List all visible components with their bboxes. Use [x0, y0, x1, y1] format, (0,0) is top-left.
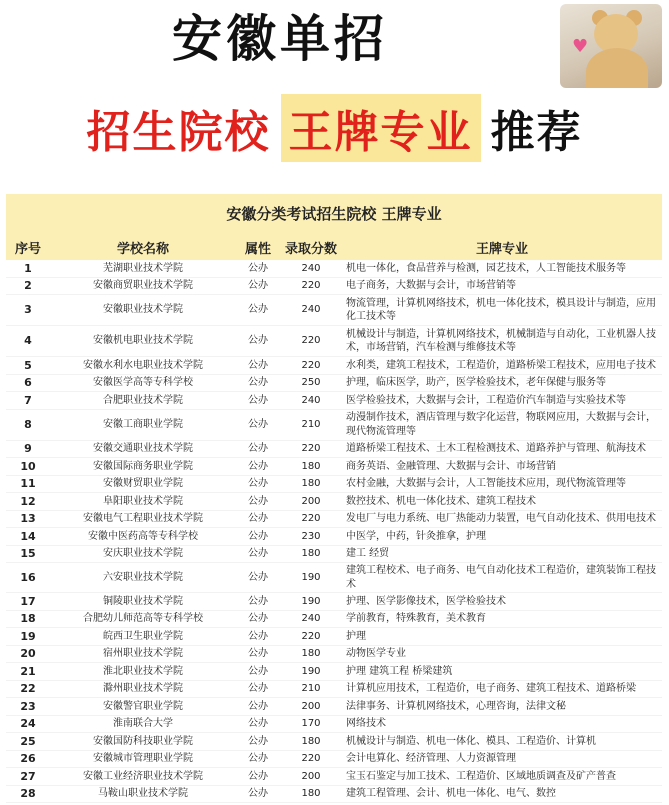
row-school-name: 淮南联合大学: [50, 715, 236, 733]
subtitle-part-recommend: 推荐: [490, 107, 583, 158]
row-school-name: 滁州职业技术学院: [50, 680, 236, 698]
subtitle-part-schools: 招生院校: [86, 107, 271, 158]
table-row: [6, 528, 662, 546]
row-score: 230: [280, 528, 342, 546]
row-index: 22: [6, 680, 50, 698]
row-type: 公办: [236, 785, 280, 803]
row-type: 公办: [236, 733, 280, 751]
table-row: [6, 593, 662, 611]
row-majors: 建工 经贸: [342, 545, 662, 563]
row-score: 220: [280, 510, 342, 528]
row-type: 公办: [236, 545, 280, 563]
table-row: [6, 663, 662, 681]
row-score: 180: [280, 785, 342, 803]
row-school-name: 合肥幼儿师范高等专科学校: [50, 610, 236, 628]
row-index: 15: [6, 545, 50, 563]
table-row: [6, 563, 662, 593]
row-score: 200: [280, 768, 342, 786]
table-row: [6, 680, 662, 698]
row-school-name: 安徽水利水电职业技术学院: [50, 357, 236, 375]
row-score: 220: [280, 277, 342, 295]
row-type: 公办: [236, 563, 280, 593]
main-title: 安徽单招: [172, 10, 388, 68]
row-index: 25: [6, 733, 50, 751]
row-majors: 商务英语、金融管理、大数据与会计、市场营销: [342, 458, 662, 476]
row-school-name: 宿州职业技术学院: [50, 645, 236, 663]
row-school-name: 安徽职业技术学院: [50, 295, 236, 326]
row-majors: 机电一体化，食品营养与检测，园艺技术，人工智能技术服务等: [342, 260, 662, 277]
row-index: 10: [6, 458, 50, 476]
row-score: 170: [280, 715, 342, 733]
row-score: 200: [280, 698, 342, 716]
row-school-name: 安徽国防科技职业学院: [50, 733, 236, 751]
table-row: [6, 768, 662, 786]
row-majors: 护理 建筑工程 桥梁建筑: [342, 663, 662, 681]
row-score: 220: [280, 628, 342, 646]
row-school-name: 安徽电气工程职业技术学院: [50, 510, 236, 528]
row-type: 公办: [236, 475, 280, 493]
table-row: [6, 357, 662, 375]
row-index: 14: [6, 528, 50, 546]
row-score: 180: [280, 458, 342, 476]
row-school-name: 马鞍山职业技术学院: [50, 785, 236, 803]
row-type: 公办: [236, 698, 280, 716]
row-index: 6: [6, 374, 50, 392]
table-row: [6, 374, 662, 392]
row-score: 220: [280, 326, 342, 357]
col-header-majors: 王牌专业: [475, 241, 528, 257]
row-type: 公办: [236, 493, 280, 511]
row-type: 公办: [236, 510, 280, 528]
row-type: 公办: [236, 628, 280, 646]
row-majors: 机械设计与制造、机电一体化、模具、工程造价、计算机: [342, 733, 662, 751]
row-score: 220: [280, 357, 342, 375]
row-majors: 建筑工程校术、电子商务、电气自动化技术工程造价，建筑装饰工程技术: [342, 563, 662, 593]
row-school-name: 芜湖职业技术学院: [50, 260, 236, 277]
row-school-name: 安徽财贸职业学院: [50, 475, 236, 493]
row-majors: 医学检验技术，大数据与会计，工程造价汽车制造与实验技术等: [342, 392, 662, 410]
table-row: [6, 493, 662, 511]
row-school-name: 安徽工业经济职业技术学院: [50, 768, 236, 786]
row-index: 8: [6, 409, 50, 440]
table-row: [6, 698, 662, 716]
row-majors: 中医学，中药，针灸推拿，护理: [342, 528, 662, 546]
row-school-name: 安徽工商职业学院: [50, 409, 236, 440]
row-score: 200: [280, 493, 342, 511]
row-score: 180: [280, 475, 342, 493]
table-row: [6, 545, 662, 563]
col-header-type: 属性: [244, 241, 271, 257]
row-school-name: 安徽医学高等专科学校: [50, 374, 236, 392]
row-index: 18: [6, 610, 50, 628]
row-score: 190: [280, 593, 342, 611]
row-majors: 机械设计与制造，计算机网络技术，机械制造与自动化，工业机器人技术，市场营销，汽车检测与维修技术等: [342, 326, 662, 357]
row-majors: 数控技术、机电一体化技术、建筑工程技术: [342, 493, 662, 511]
row-majors: 电子商务，大数据与会计，市场营销等: [342, 277, 662, 295]
row-school-name: 安徽交通职业技术学院: [50, 440, 236, 458]
table-caption: 安徽分类考试招生院校 王牌专业: [6, 194, 662, 234]
row-majors: 物流管理，计算机网络技术，机电一体化技术，模具设计与制造，应用化工技术等: [342, 295, 662, 326]
row-school-name: 六安职业技术学院: [50, 563, 236, 593]
table-body: [6, 260, 662, 803]
row-type: 公办: [236, 260, 280, 277]
row-index: 20: [6, 645, 50, 663]
row-score: 190: [280, 563, 342, 593]
table-row: [6, 785, 662, 803]
row-majors: 护理: [342, 628, 662, 646]
table-row: [6, 610, 662, 628]
row-type: 公办: [236, 663, 280, 681]
table-row: [6, 277, 662, 295]
row-score: 250: [280, 374, 342, 392]
row-score: 180: [280, 545, 342, 563]
table-row: [6, 645, 662, 663]
row-school-name: 安徽城市管理职业学院: [50, 750, 236, 768]
subtitle-part-majors: 王牌专业: [281, 94, 481, 162]
row-type: 公办: [236, 357, 280, 375]
schools-table: [6, 234, 662, 803]
row-type: 公办: [236, 277, 280, 295]
row-school-name: 安徽机电职业技术学院: [50, 326, 236, 357]
row-majors: 动物医学专业: [342, 645, 662, 663]
table-row: [6, 440, 662, 458]
row-school-name: 安徽商贸职业技术学院: [50, 277, 236, 295]
row-school-name: 安徽警官职业学院: [50, 698, 236, 716]
table-row: [6, 260, 662, 277]
col-header-school: 学校名称: [116, 241, 169, 257]
row-majors: 学前教育，特殊教育，美术教育: [342, 610, 662, 628]
heart-icon: ♥: [572, 36, 589, 57]
row-index: 21: [6, 663, 50, 681]
row-majors: 网络技术: [342, 715, 662, 733]
row-score: 240: [280, 260, 342, 277]
row-type: 公办: [236, 768, 280, 786]
row-index: 3: [6, 295, 50, 326]
row-school-name: 安庆职业技术学院: [50, 545, 236, 563]
row-type: 公办: [236, 409, 280, 440]
row-score: 180: [280, 733, 342, 751]
table-row: [6, 295, 662, 326]
row-type: 公办: [236, 610, 280, 628]
row-score: 240: [280, 392, 342, 410]
row-school-name: 安徽国际商务职业学院: [50, 458, 236, 476]
table-row: [6, 715, 662, 733]
row-score: 190: [280, 663, 342, 681]
row-majors: 道路桥梁工程技术、土木工程检测技术、道路养护与管理、航海技术: [342, 440, 662, 458]
row-majors: 宝玉石鉴定与加工技术、工程造价、区域地质调查及矿产普查: [342, 768, 662, 786]
col-header-score: 录取分数: [284, 241, 337, 257]
table-row: [6, 733, 662, 751]
row-index: 11: [6, 475, 50, 493]
table-row: [6, 475, 662, 493]
row-score: 180: [280, 645, 342, 663]
row-index: 16: [6, 563, 50, 593]
row-type: 公办: [236, 440, 280, 458]
row-score: 210: [280, 680, 342, 698]
table-header-row: [6, 234, 662, 260]
row-school-name: 皖西卫生职业学院: [50, 628, 236, 646]
row-school-name: 铜陵职业技术学院: [50, 593, 236, 611]
row-majors: 水利类，建筑工程技术，工程造价，道路桥梁工程技术，应用电子技术: [342, 357, 662, 375]
row-type: 公办: [236, 645, 280, 663]
row-majors: 护理，临床医学，助产，医学检验技术，老年保健与服务等: [342, 374, 662, 392]
subtitle: [0, 96, 669, 160]
row-majors: 发电厂与电力系统、电厂热能动力装置，电气自动化技术、供用电技术: [342, 510, 662, 528]
row-index: 4: [6, 326, 50, 357]
row-index: 23: [6, 698, 50, 716]
table-row: [6, 392, 662, 410]
table-row: [6, 458, 662, 476]
table-row: [6, 510, 662, 528]
row-index: 2: [6, 277, 50, 295]
row-score: 220: [280, 440, 342, 458]
col-header-index: 序号: [14, 241, 41, 257]
poster-header: [0, 0, 669, 190]
row-majors: 护理、医学影像技术，医学检验技术: [342, 593, 662, 611]
row-type: 公办: [236, 528, 280, 546]
table-row: [6, 628, 662, 646]
row-index: 1: [6, 260, 50, 277]
row-majors: 农村金融，大数据与会计，人工智能技术应用，现代物流管理等: [342, 475, 662, 493]
row-index: 7: [6, 392, 50, 410]
row-type: 公办: [236, 458, 280, 476]
row-school-name: 淮北职业技术学院: [50, 663, 236, 681]
row-index: 26: [6, 750, 50, 768]
teddy-bear-photo-icon: [560, 4, 662, 88]
row-score: 240: [280, 295, 342, 326]
row-majors: 法律事务、计算机网络技术，心理咨询，法律文秘: [342, 698, 662, 716]
row-score: 220: [280, 750, 342, 768]
row-index: 28: [6, 785, 50, 803]
row-score: 210: [280, 409, 342, 440]
row-score: 240: [280, 610, 342, 628]
row-index: 19: [6, 628, 50, 646]
row-index: 5: [6, 357, 50, 375]
row-index: 17: [6, 593, 50, 611]
row-index: 9: [6, 440, 50, 458]
row-school-name: 阜阳职业技术学院: [50, 493, 236, 511]
row-majors: 计算机应用技术，工程造价，电子商务、建筑工程技术、道路桥梁: [342, 680, 662, 698]
table-row: [6, 750, 662, 768]
row-index: 27: [6, 768, 50, 786]
schools-table-section: [6, 194, 662, 803]
table-row: [6, 409, 662, 440]
row-majors: 动漫制作技术，酒店管理与数字化运营，物联网应用，大数据与会计，现代物流管理等: [342, 409, 662, 440]
row-type: 公办: [236, 715, 280, 733]
table-row: [6, 326, 662, 357]
row-type: 公办: [236, 750, 280, 768]
row-type: 公办: [236, 593, 280, 611]
row-school-name: 合肥职业技术学院: [50, 392, 236, 410]
row-index: 24: [6, 715, 50, 733]
row-school-name: 安徽中医药高等专科学校: [50, 528, 236, 546]
row-type: 公办: [236, 680, 280, 698]
row-type: 公办: [236, 392, 280, 410]
row-majors: 建筑工程管理、会计、机电一体化、电气、数控: [342, 785, 662, 803]
row-index: 12: [6, 493, 50, 511]
row-index: 13: [6, 510, 50, 528]
row-majors: 会计电算化、经济管理、人力资源管理: [342, 750, 662, 768]
row-type: 公办: [236, 295, 280, 326]
row-type: 公办: [236, 374, 280, 392]
row-type: 公办: [236, 326, 280, 357]
